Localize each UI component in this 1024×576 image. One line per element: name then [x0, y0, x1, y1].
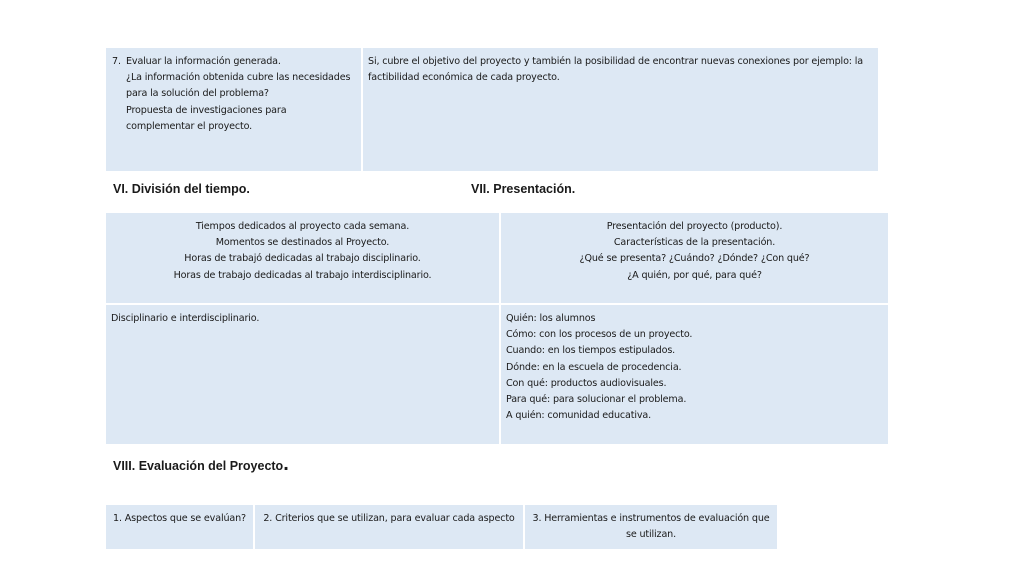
presentation-answer-line: Cómo: con los procesos de un proyecto. [506, 329, 693, 341]
evaluation-aspects-cell [106, 505, 253, 549]
item-7-answer-line: factibilidad económica de cada proyecto. [368, 72, 560, 84]
presentation-line: ¿A quién, por qué, para qué? [627, 269, 762, 281]
evaluation-criteria-cell [255, 505, 523, 549]
section-viii-heading-text: VIII. Evaluación del Proyecto [113, 459, 284, 473]
item-7-line: complementar el proyecto. [126, 120, 253, 132]
presentation-answer-line: Cuando: en los tiempos estipulados. [506, 345, 676, 357]
item-7-row [106, 54, 355, 135]
item-7-question-cell [106, 48, 361, 171]
presentation-line: Presentación del proyecto (producto). [606, 221, 783, 232]
presentation-line: ¿Qué se presenta? ¿Cuándo? ¿Dónde? ¿Con qué? [579, 253, 810, 265]
presentation-answer-line: Quién: los alumnos [506, 313, 596, 324]
item-7-line: ¿La información obtenida cubre las necesidades [126, 72, 351, 84]
time-division-line: Horas de trabajó dedicadas al trabajo disciplinario. [184, 253, 421, 265]
item-7-answer-cell [363, 48, 878, 171]
time-division-criteria-cell [106, 213, 499, 303]
time-division-answer-line: Disciplinario e interdisciplinario. [111, 313, 260, 324]
evaluation-aspects-label: 1. Aspectos que se evalúan? [113, 513, 246, 524]
time-division-answer-cell [106, 305, 499, 444]
presentation-criteria-cell [501, 213, 888, 303]
presentation-answer-line: Con qué: productos audiovisuales. [506, 377, 667, 389]
section-vi-heading: VI. División del tiempo. [113, 182, 250, 196]
item-7-line: para la solución del problema? [126, 88, 269, 100]
evaluation-tools-label: 3. Herramientas e instrumentos de evaluación que [532, 513, 770, 524]
section-viii-heading-dot: . [283, 453, 289, 475]
item-7-number: 7. [112, 56, 121, 67]
presentation-line: Características de la presentación. [613, 237, 776, 249]
time-division-line: Tiempos dedicados al proyecto cada semana. [195, 221, 410, 232]
item-7-line: Propuesta de investigaciones para [126, 104, 287, 116]
time-division-line: Horas de trabajo dedicadas al trabajo interdisciplinario. [173, 269, 432, 281]
presentation-answer-line: Para qué: para solucionar el problema. [506, 394, 687, 406]
presentation-answer-cell [501, 305, 888, 444]
presentation-answer-line: A quién: comunidad educativa. [506, 410, 652, 422]
evaluation-tools-cell [525, 505, 777, 549]
evaluation-tools-label: se utilizan. [625, 529, 677, 541]
evaluation-criteria-label: 2. Criterios que se utilizan, para evaluar cada aspecto [263, 513, 515, 524]
presentation-answer-line: Dónde: en la escuela de procedencia. [506, 361, 682, 373]
item-7-line: Evaluar la información generada. [126, 56, 281, 67]
item-7-answer-line: Si, cubre el objetivo del proyecto y también la posibilidad de encontrar nuevas conexiones por ejemplo: la [368, 56, 864, 67]
time-division-line: Momentos se destinados al Proyecto. [215, 237, 390, 249]
section-vii-heading: VII. Presentación. [471, 182, 576, 196]
section-viii-heading [113, 453, 289, 475]
